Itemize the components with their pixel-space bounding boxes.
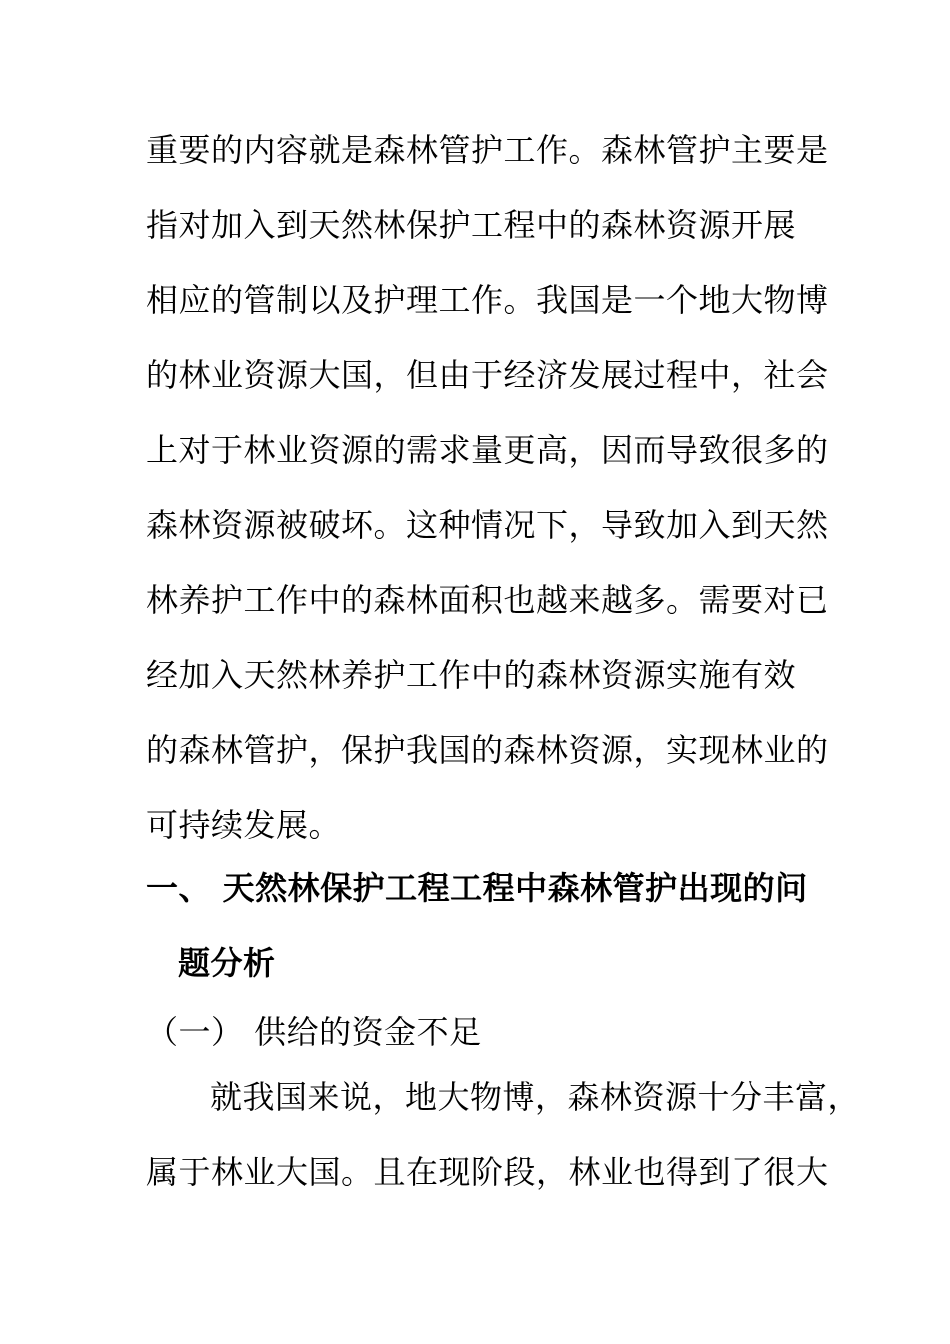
- paragraph-line: 森林资源被破坏。这种情况下，导致加入到天然: [146, 506, 829, 544]
- section-heading-continued: 题分析: [178, 944, 276, 982]
- paragraph-line: 的森林管护，保护我国的森林资源，实现林业的: [146, 731, 829, 769]
- paragraph-line: 相应的管制以及护理工作。我国是一个地大物博: [146, 281, 829, 319]
- paragraph-line: 林养护工作中的森林面积也越来越多。需要对已: [146, 581, 829, 619]
- paragraph-line: 重要的内容就是森林管护工作。森林管护主要是: [146, 131, 829, 169]
- paragraph-line: 可持续发展。: [146, 806, 342, 844]
- paragraph-line: 的林业资源大国，但由于经济发展过程中，社会: [146, 356, 829, 394]
- paragraph-line: 指对加入到天然林保护工程中的森林资源开展: [146, 206, 797, 244]
- paragraph-line: 就我国来说，地大物博，森林资源十分丰富，: [210, 1078, 861, 1116]
- section-heading: 一、 天然林保护工程工程中森林管护出现的问: [146, 869, 808, 907]
- paragraph-line: 属于林业大国。且在现阶段，林业也得到了很大: [146, 1153, 829, 1191]
- paragraph-line: 上对于林业资源的需求量更高，因而导致很多的: [146, 431, 829, 469]
- subsection-heading: （一） 供给的资金不足: [146, 1013, 482, 1051]
- paragraph-line: 经加入天然林养护工作中的森林资源实施有效: [146, 656, 797, 694]
